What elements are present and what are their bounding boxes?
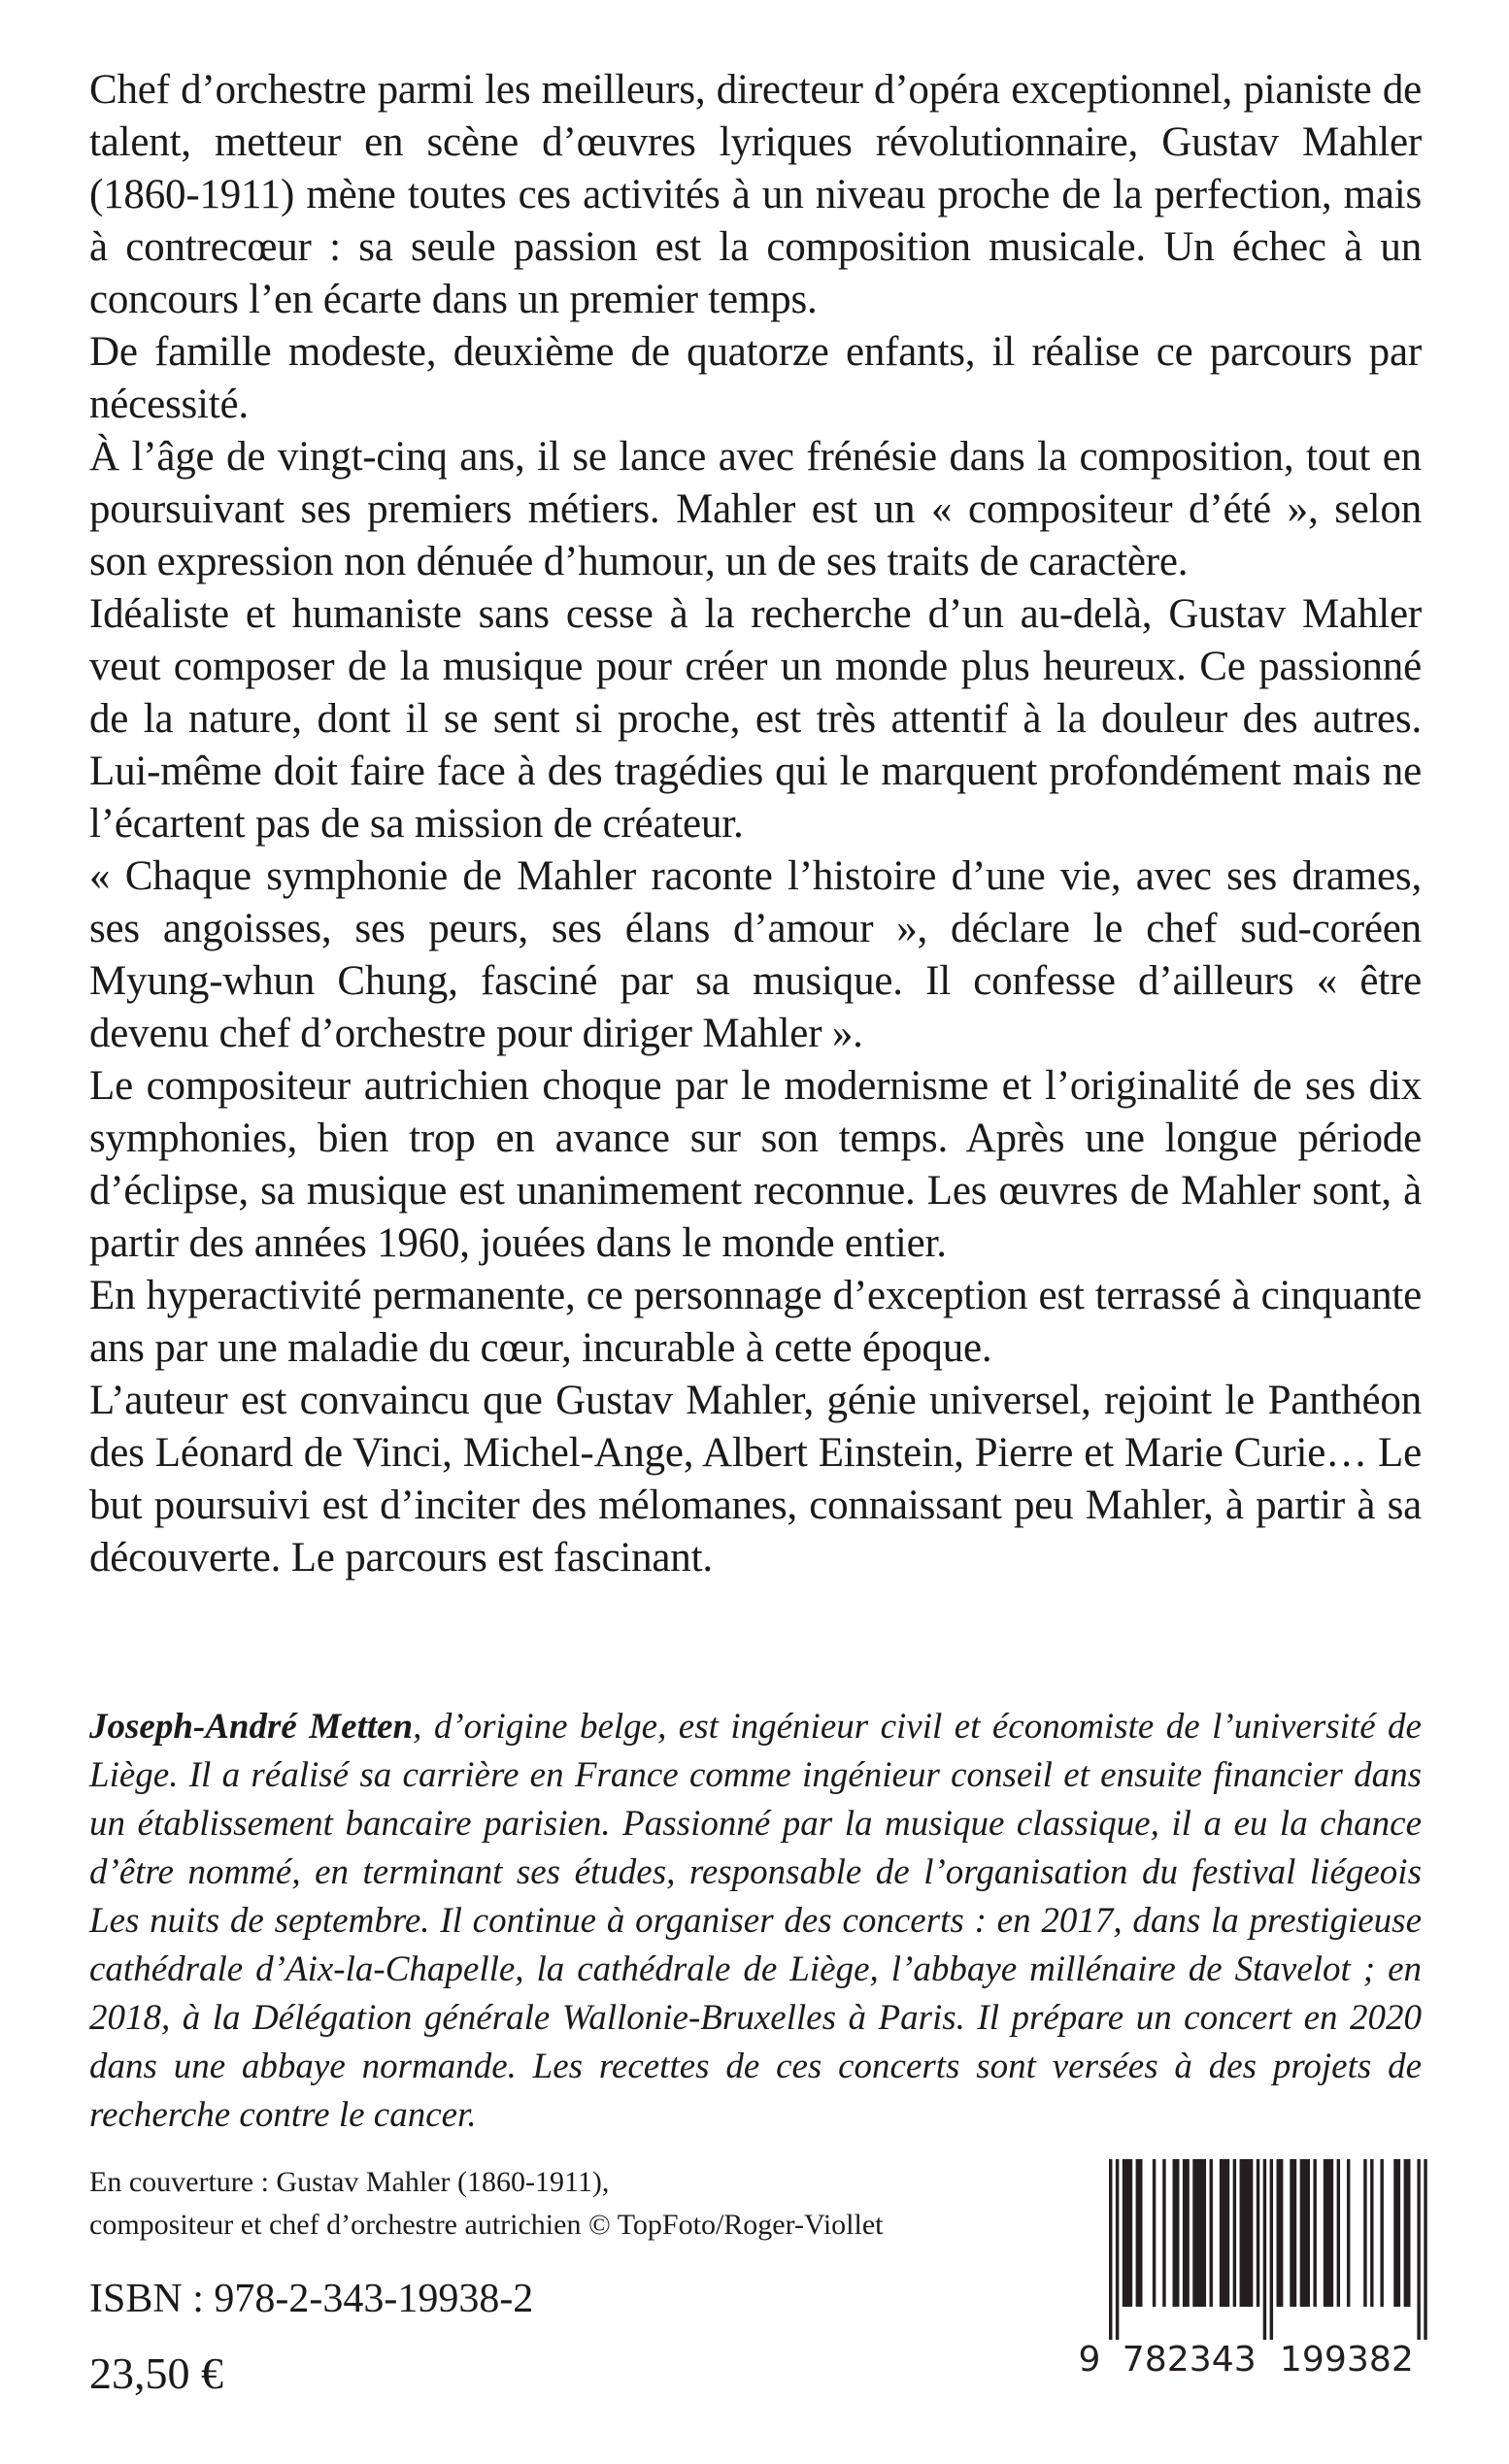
blurb-paragraph: En hyperactivité permanente, ce personnage d’exception est terrassé à cinquante ans par une maladie du cœur, incurable à cette époque. xyxy=(89,1273,1422,1371)
isbn-label: ISBN : 978-2-343-19938-2 xyxy=(89,2277,534,2321)
svg-text:199382: 199382 xyxy=(1279,2340,1414,2379)
price-label: 23,50 € xyxy=(89,2348,223,2398)
blurb xyxy=(89,64,1422,1584)
ean13-barcode-svg xyxy=(1076,2159,1433,2379)
ean13-barcode xyxy=(1076,2159,1433,2379)
cover-credit xyxy=(89,2161,884,2247)
blurb-paragraph: De famille modeste, deuxième de quatorze enfants, il réalise ce parcours par nécessité. xyxy=(89,329,1422,427)
author-name: Joseph-André Metten xyxy=(89,1707,414,1747)
blurb-paragraph: Idéaliste et humaniste sans cesse à la recherche d’un au-delà, Gustav Mahler veut composer de la musique pour créer un monde plus heureux. Ce passionné de la nature, dont il se sent si proche, est très attentif à la douleur des autres. Lui-même doit faire face à des tragédies qui le marquent profondément mais ne l’écartent pas de sa mission de créateur. xyxy=(89,591,1422,847)
blurb-paragraph: « Chaque symphonie de Mahler raconte l’histoire d’une vie, avec ses drames, ses angoisses, ses peurs, ses élans d’amour », déclare le chef sud-coréen Myung-whun Chung, fasciné par sa musique. Il confesse d’ailleurs « être devenu chef d’orchestre pour diriger Mahler ». xyxy=(89,853,1422,1056)
author-bio xyxy=(89,1703,1422,2140)
blurb-paragraph: À l’âge de vingt-cinq ans, il se lance avec frénésie dans la composition, tout en poursuivant ses premiers métiers. Mahler est un « compositeur d’été », selon son expression non dénuée d’humour, un de ses traits de caractère. xyxy=(89,434,1422,584)
author-bio-text: , d’origine belge, est ingénieur civil et économiste de l’université de Liège. Il a réalisé sa carrière en France comme ingénieur conseil et ensuite financier dans un établissement bancaire parisien. Passionné par la musique classique, il a eu la chance d’être nommé, en terminant ses études, responsable de l’organisation du festival liégeois Les nuits de septembre. Il continue à organiser des concerts : en 2017, dans la prestigieuse cathédrale d’Aix-la-Chapelle, la cathédrale de Liège, l’abbaye millénaire de Stavelot ; en 2018, à la Délégation générale Wallonie-Bruxelles à Paris. Il prépare un concert en 2020 dans une abbaye normande. Les recettes de ces concerts sont versées à des projets de recherche contre le cancer. xyxy=(89,1707,1422,2135)
svg-text:9: 9 xyxy=(1078,2340,1101,2379)
author-bio-paragraph xyxy=(89,1703,1422,2140)
blurb-paragraph: Chef d’orchestre parmi les meilleurs, directeur d’opéra exceptionnel, pianiste de talent, metteur en scène d’œuvres lyriques révolutionnaire, Gustav Mahler (1860-1911) mène toutes ces activités à un niveau proche de la perfection, mais à contrecœur : sa seule passion est la composition musicale. Un échec à un concours l’en écarte dans un premier temps. xyxy=(89,67,1422,322)
cover-credit-line2: compositeur et chef d’orchestre autrichien © TopFoto/Roger-Viollet xyxy=(89,2209,884,2241)
blurb-paragraph: Le compositeur autrichien choque par le modernisme et l’originalité de ses dix symphonies, bien trop en avance sur son temps. Après une longue période d’éclipse, sa musique est unanimement reconnue. Les œuvres de Mahler sont, à partir des années 1960, jouées dans le monde entier. xyxy=(89,1063,1422,1266)
blurb-paragraph: L’auteur est convaincu que Gustav Mahler, génie universel, rejoint le Panthéon des Léonard de Vinci, Michel-Ange, Albert Einstein, Pierre et Marie Curie… Le but poursuivi est d’inciter des mélomanes, connaissant peu Mahler, à partir à sa découverte. Le parcours est fascinant. xyxy=(89,1378,1422,1581)
cover-credit-line1: En couverture : Gustav Mahler (1860-1911), xyxy=(89,2166,610,2198)
svg-text:782343: 782343 xyxy=(1122,2340,1257,2379)
